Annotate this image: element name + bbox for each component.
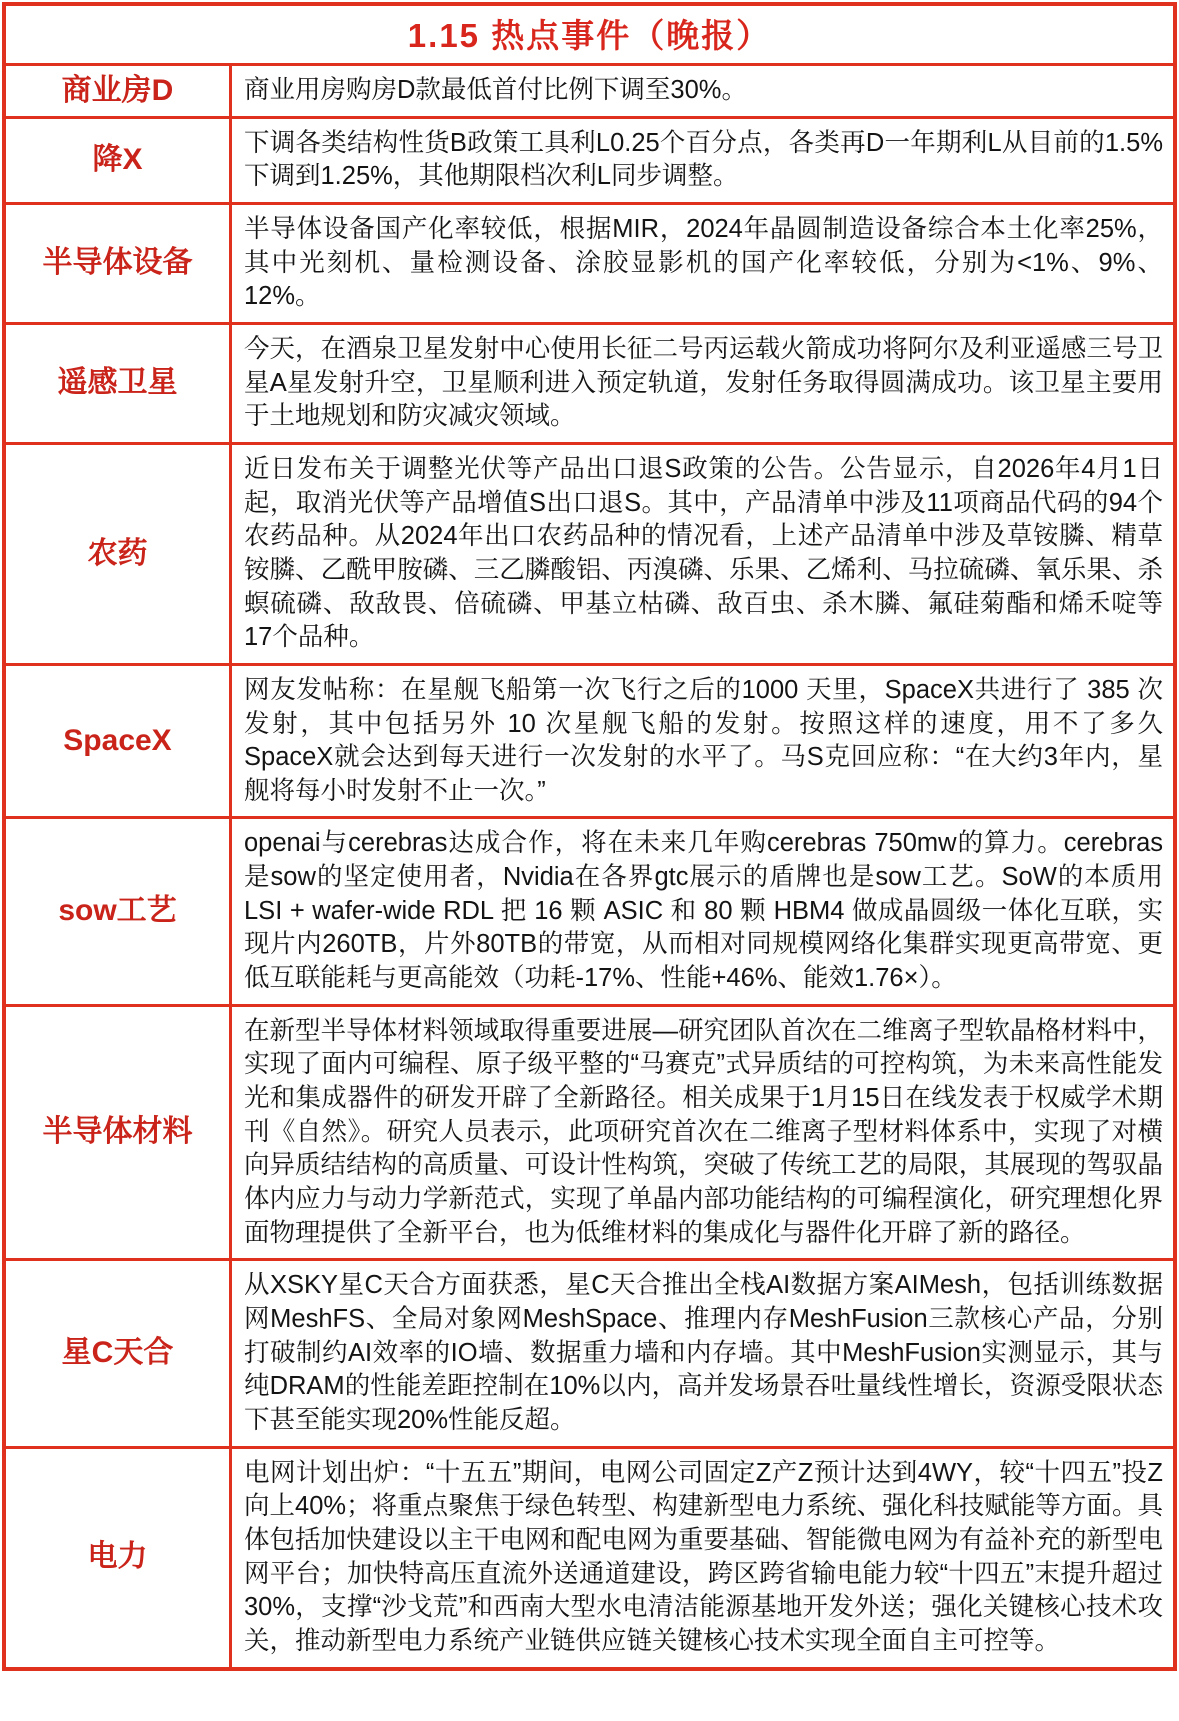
table-row (6, 1261, 1173, 1448)
page-title: 1.15 热点事件（晚报） (407, 17, 772, 54)
row-label: 星C天合 (61, 1336, 174, 1370)
row-content: 在新型半导体材料领域取得重要进展—研究团队首次在二维离子型软晶格材料中，实现了面内可编程、原子级平整的“马赛克”式异质结的可控构筑，为未来高性能发光和集成器件的研发开辟了全新路径。相关成果于1月15日在线发表于权威学术期刊《自然》。研究人员表示，此项研究首次在二维离子型材料体系中，实现了对横向异质结结构的高质量、可设计性构筑，突破了传统工艺的局限，其展现的驾驭晶体内应力与动力学新范式，实现了单晶内部功能结构的可编程演化，研究理想化界面物理提供了全新平台，也为低维材料的集成化与器件化开辟了新的路径。 (244, 1016, 1163, 1247)
row-label: 农药 (87, 536, 148, 570)
row-label: sow工艺 (58, 894, 177, 928)
row-label-cell (6, 325, 232, 442)
row-content: 网友发帖称：在星舰飞船第一次飞行之后的1000 天里，SpaceX共进行了 385 次发射，其中包括另外 10 次星舰飞船的发射。按照这样的速度，用不了多久SpaceX就会达到每天进行一次发射的水平了。马S克回应称：“在大约3年内，星舰将每小时发射不止一次。” (244, 675, 1163, 805)
table-row (6, 205, 1173, 325)
row-content-cell (232, 666, 1173, 817)
row-label-cell (6, 1007, 232, 1259)
table-row (6, 1007, 1173, 1262)
row-content: 今天，在酒泉卫星发射中心使用长征二号丙运载火箭成功将阿尔及利亚遥感三号卫星A星发射升空，卫星顺利进入预定轨道，发射任务取得圆满成功。该卫星主要用于土地规划和防灾减灾领域。 (244, 334, 1163, 431)
news-table (2, 2, 1177, 1671)
row-content-cell (232, 119, 1173, 202)
row-content-cell (232, 445, 1173, 663)
table-row (6, 66, 1173, 119)
table-row (6, 1449, 1173, 1667)
row-content: 近日发布关于调整光伏等产品出口退S政策的公告。公告显示，自2026年4月1日起，取消光伏等产品增值S出口退S。其中，产品清单中涉及11项商品代码的94个农药品种。从2024年出口农药品种的情况看，上述产品清单中涉及草铵膦、精草铵膦、乙酰甲胺磷、三乙膦酸铝、丙溴磷、乐果、乙烯利、马拉硫磷、氧乐果、杀螟硫磷、敌敌畏、倍硫磷、甲基立枯磷、敌百虫、杀木膦、氟硅菊酯和烯禾啶等17个品种。 (244, 454, 1163, 652)
row-content-cell (232, 1007, 1173, 1259)
row-content-cell (232, 819, 1173, 1003)
row-content: 下调各类结构性货B政策工具利L0.25个百分点，各类再D一年期利L从目前的1.5%下调到1.25%，其他期限档次利L同步调整。 (244, 128, 1163, 191)
row-content-cell (232, 1261, 1173, 1445)
row-label: 遥感卫星 (57, 366, 178, 400)
row-content: 从XSKY星C天合方面获悉，星C天合推出全栈AI数据方案AIMesh，包括训练数据网MeshFS、全局对象网MeshSpace、推理内存MeshFusion三款核心产品，分别打破制约AI效率的IO墙、数据重力墙和内存墙。其中MeshFusion实测显示，其与纯DRAM的性能差距控制在10%以内，高并发场景吞吐量线性增长，资源受限状态下甚至能实现20%性能反超。 (244, 1271, 1163, 1434)
row-label: 电力 (87, 1540, 148, 1574)
row-label-cell (6, 119, 232, 202)
row-label-cell (6, 819, 232, 1003)
row-label: 降X (92, 143, 143, 177)
row-content: 电网计划出炉：“十五五”期间，电网公司固定Z产Z预计达到4WY，较“十四五”投Z向上40%；将重点聚焦于绿色转型、构建新型电力系统、强化科技赋能等方面。具体包括加快建设以主干电网和配电网为重要基础、智能微电网为有益补充的新型电网平台；加快特高压直流外送通道建设，跨区跨省输电能力较“十四五”末提升超过30%，支撑“沙戈荒”和西南大型水电清洁能源基地开发外送；强化关键核心技术攻关，推动新型电力系统产业链供应链关键核心技术实现全面自主可控等。 (244, 1458, 1163, 1655)
row-label: 商业房D (61, 73, 174, 107)
row-label-cell (6, 1261, 232, 1445)
row-label: 半导体设备 (42, 246, 193, 280)
rows-container (6, 66, 1173, 1667)
row-content: 半导体设备国产化率较低，根据MIR，2024年晶圆制造设备综合本土化率25%，其中光刻机、量检测设备、涂胶显影机的国产化率较低，分别为<1%、9%、12%。 (244, 214, 1163, 311)
row-content-cell (232, 205, 1173, 322)
row-label: 半导体材料 (42, 1115, 193, 1149)
row-content-cell (232, 66, 1173, 116)
table-row (6, 119, 1173, 205)
row-label-cell (6, 666, 232, 817)
table-row (6, 819, 1173, 1006)
table-row (6, 666, 1173, 820)
row-content: 商业用房购房D款最低首付比例下调至30%。 (244, 76, 747, 104)
row-label: SpaceX (63, 723, 172, 757)
row-content-cell (232, 1449, 1173, 1667)
row-label-cell (6, 445, 232, 663)
row-label-cell (6, 66, 232, 116)
row-label-cell (6, 1449, 232, 1667)
table-row (6, 325, 1173, 445)
table-row (6, 445, 1173, 666)
title-bar (6, 6, 1173, 66)
row-content-cell (232, 325, 1173, 442)
row-content: openai与cerebras达成合作，将在未来几年购cerebras 750mw的算力。cerebras是sow的坚定使用者，Nvidia在各界gtc展示的盾牌也是sow工艺。SoW的本质用 LSI + wafer-wide RDL 把 16 颗 ASIC 和 80 颗 HBM4 做成晶圆级一体化互联，实现片内260TB，片外80TB的带宽，从而相对同规模网络化集群实现更高带宽、更低互联能耗与更高能效（功耗-17%、性能+46%、能效1.76×）。 (244, 829, 1163, 993)
row-label-cell (6, 205, 232, 322)
